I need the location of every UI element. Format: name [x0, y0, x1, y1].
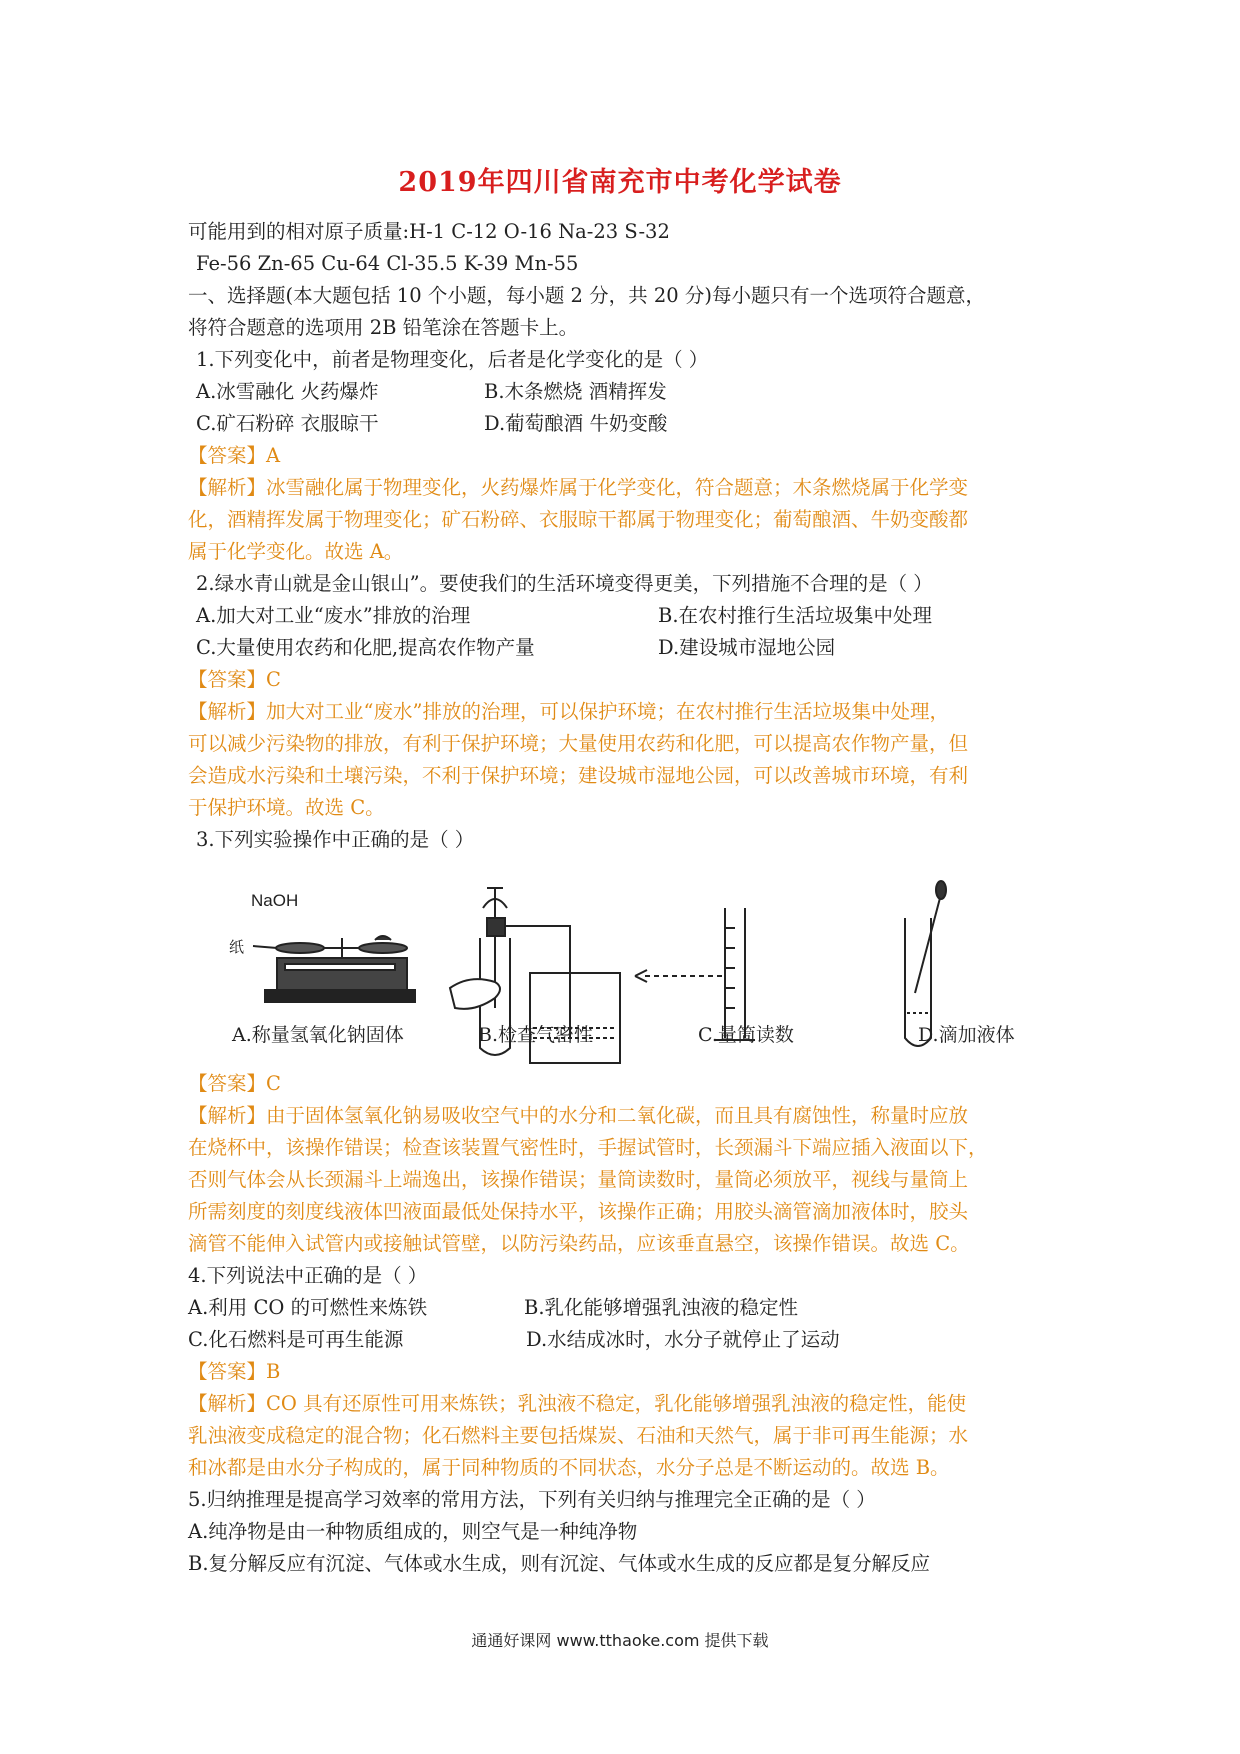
question-5-option-b: B.复分解反应有沉淀、气体或水生成，则有沉淀、气体或水生成的反应都是复分解反应: [188, 1552, 931, 1575]
question-1-analysis-2: 化，酒精挥发属于物理变化；矿石粉碎、衣服晾干都属于物理变化；葡萄酿酒、牛奶变酸都: [188, 508, 969, 531]
question-4-stem: 4.下列说法中正确的是（ ）: [188, 1264, 428, 1287]
question-1-analysis-1: 【解析】冰雪融化属于物理变化，火药爆炸属于化学变化，符合题意；木条燃烧属于化学变: [188, 476, 969, 499]
figure-caption-c: C.量筒读数: [698, 1024, 794, 1046]
question-2-option-d: D.建设城市湿地公园: [658, 636, 836, 659]
question-2-analysis-4: 于保护环境。故选 C。: [188, 796, 385, 819]
atomic-masses-line-2: Fe-56 Zn-65 Cu-64 Cl-35.5 K-39 Mn-55: [196, 252, 579, 275]
question-4-option-a: A.利用 CO 的可燃性来炼铁: [188, 1296, 428, 1319]
question-2-stem: 2.绿水青山就是金山银山”。要使我们的生活环境变得更美，下列措施不合理的是（ ）: [196, 572, 933, 595]
question-1-stem: 1.下列变化中，前者是物理变化，后者是化学变化的是（ ）: [196, 348, 709, 371]
section-instructions-1: 一、选择题(本大题包括 10 个小题，每小题 2 分，共 20 分)每小题只有一个选项符合题意，: [188, 284, 985, 307]
question-1-option-d: D.葡萄酿酒 牛奶变酸: [484, 412, 668, 435]
page-footer: 通通好课网 www.tthaoke.com 提供下载: [471, 1631, 769, 1650]
atomic-masses-line-1: 可能用到的相对原子质量:H-1 C-12 O-16 Na-23 S-32: [188, 220, 670, 243]
figure-caption-b: B.检查气密性: [478, 1024, 594, 1046]
question-4-option-b: B.乳化能够增强乳浊液的稳定性: [524, 1296, 799, 1319]
question-4-option-d: D.水结成冰时，水分子就停止了运动: [526, 1328, 840, 1351]
question-4-answer: 【答案】B: [188, 1360, 281, 1383]
question-3-stem: 3.下列实验操作中正确的是（ ）: [196, 828, 475, 851]
question-2-analysis-1: 【解析】加大对工业“废水”排放的治理，可以保护环境；在农村推行生活垃圾集中处理，: [188, 700, 949, 723]
paper-label: 纸: [229, 938, 245, 956]
question-2-option-c: C.大量使用农药和化肥,提高农作物产量: [196, 636, 535, 659]
question-2-answer: 【答案】C: [188, 668, 281, 691]
balance-scale-diagram: [253, 936, 415, 1002]
question-1-option-c: C.矿石粉碎 衣服晾干: [196, 412, 379, 435]
question-4-analysis-1: 【解析】CO 具有还原性可用来炼铁；乳浊液不稳定，乳化能够增强乳浊液的稳定性，能使: [188, 1392, 967, 1415]
question-1-option-a: A.冰雪融化 火药爆炸: [196, 380, 379, 403]
question-2-analysis-2: 可以减少污染物的排放，有利于保护环境；大量使用农药和化肥，可以提高农作物产量，但: [188, 732, 969, 755]
question-5-stem: 5.归纳推理是提高学习效率的常用方法，下列有关归纳与推理完全正确的是（ ）: [188, 1488, 876, 1511]
question-2-analysis-3: 会造成水污染和土壤污染，不利于保护环境；建设城市湿地公园，可以改善城市环境，有利: [188, 764, 969, 787]
question-3-analysis-3: 否则气体会从长颈漏斗上端逸出，该操作错误；量筒读数时，量筒必须放平，视线与量筒上: [188, 1168, 969, 1191]
question-1-answer: 【答案】A: [188, 444, 281, 467]
question-3-answer: 【答案】C: [188, 1072, 281, 1095]
question-3-analysis-4: 所需刻度的刻度线液体凹液面最低处保持水平，该操作正确；用胶头滴管滴加液体时，胶头: [188, 1200, 969, 1223]
question-4-option-c: C.化石燃料是可再生能源: [188, 1328, 404, 1351]
question-4-analysis-2: 乳浊液变成稳定的混合物；化石燃料主要包括煤炭、石油和天然气，属于非可再生能源；水: [188, 1424, 969, 1447]
figure-caption-a: A.称量氢氧化钠固体: [232, 1024, 404, 1046]
question-4-analysis-3: 和冰都是由水分子构成的，属于同种物质的不同状态，水分子总是不断运动的。故选 B。: [188, 1456, 950, 1479]
question-5-option-a: A.纯净物是由一种物质组成的，则空气是一种纯净物: [188, 1520, 638, 1543]
figure-caption-d: D.滴加液体: [918, 1024, 1015, 1046]
question-1-option-b: B.木条燃烧 酒精挥发: [484, 380, 667, 403]
question-1-analysis-3: 属于化学变化。故选 A。: [188, 540, 404, 563]
naoh-label: NaOH: [251, 891, 299, 910]
question-2-option-a: A.加大对工业“废水”排放的治理: [196, 604, 471, 627]
question-3-analysis-2: 在烧杯中，该操作错误；检查该装置气密性时，手握试管时，长颈漏斗下端应插入液面以下，: [188, 1136, 988, 1159]
question-2-option-b: B.在农村推行生活垃圾集中处理: [658, 604, 933, 627]
question-3-analysis-1: 【解析】由于固体氢氧化钠易吸收空气中的水分和二氧化碳，而且具有腐蚀性，称量时应放: [188, 1104, 969, 1127]
page-title: 2019年四川省南充市中考化学试卷: [398, 167, 842, 198]
question-3-analysis-5: 滴管不能伸入试管内或接触试管壁，以防污染药品，应该垂直悬空，该操作错误。故选 C。: [188, 1232, 970, 1255]
section-instructions-2: 将符合题意的选项用 2B 铅笔涂在答题卡上。: [188, 316, 579, 339]
